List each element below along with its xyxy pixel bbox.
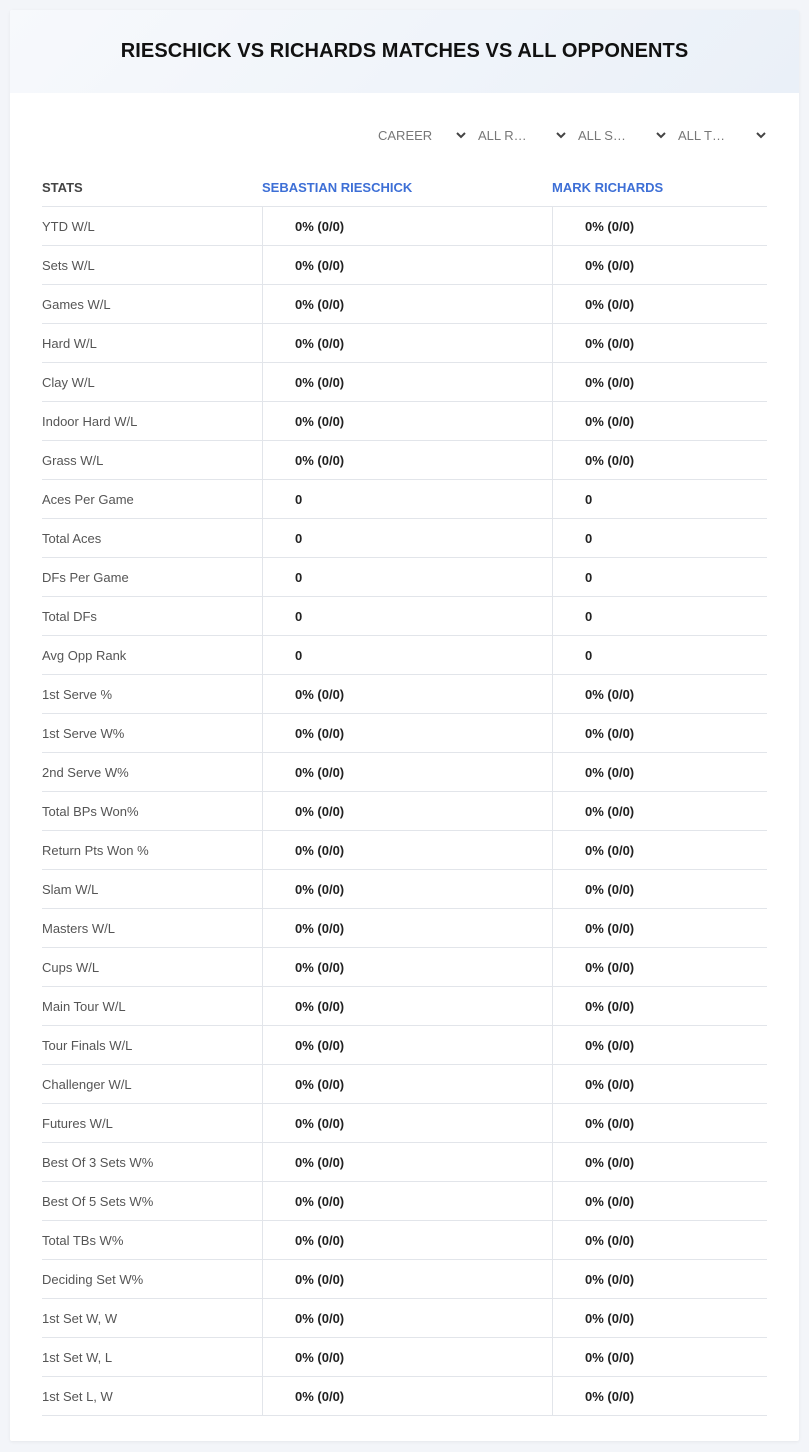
chevron-down-icon <box>456 130 466 140</box>
filter-surface-select[interactable] <box>574 124 666 146</box>
stat-label: Total DFs <box>42 608 97 624</box>
stat-label: Tour Finals W/L <box>42 1037 133 1053</box>
table-row <box>42 1221 767 1260</box>
table-row <box>42 558 767 597</box>
player1-value: 0% (0/0) <box>262 402 552 440</box>
player2-value: 0% (0/0) <box>552 1104 767 1142</box>
player2-value: 0 <box>552 480 767 518</box>
player1-value: 0% (0/0) <box>262 1143 552 1181</box>
player1-value: 0% (0/0) <box>262 1065 552 1103</box>
player1-value: 0% (0/0) <box>262 207 552 245</box>
player1-value: 0% (0/0) <box>262 1221 552 1259</box>
player1-value: 0% (0/0) <box>262 987 552 1025</box>
stat-label: 1st Serve % <box>42 686 113 702</box>
chevron-down-icon <box>756 130 766 140</box>
table-row <box>42 1182 767 1221</box>
player2-value: 0% (0/0) <box>552 1143 767 1181</box>
player1-value: 0% (0/0) <box>262 831 552 869</box>
table-row <box>42 363 767 402</box>
stat-label: Hard W/L <box>42 335 97 351</box>
player2-value: 0% (0/0) <box>552 207 767 245</box>
table-row <box>42 1377 767 1416</box>
stat-label: Futures W/L <box>42 1115 113 1131</box>
table-row <box>42 1260 767 1299</box>
stat-label: Total BPs Won% <box>42 803 139 819</box>
table-row <box>42 480 767 519</box>
player2-value: 0% (0/0) <box>552 831 767 869</box>
filter-label: ALL R… <box>478 127 527 143</box>
table-row <box>42 870 767 909</box>
stat-label: Cups W/L <box>42 959 100 975</box>
player2-value: 0% (0/0) <box>552 285 767 323</box>
player2-value: 0 <box>552 597 767 635</box>
stat-label: Indoor Hard W/L <box>42 413 138 429</box>
table-row <box>42 675 767 714</box>
page-title: RIESCHICK VS RICHARDS MATCHES VS ALL OPPONENTS <box>120 40 689 62</box>
player1-value: 0% (0/0) <box>262 324 552 362</box>
player2-value: 0 <box>552 519 767 557</box>
stat-label: Challenger W/L <box>42 1076 132 1092</box>
player2-value: 0% (0/0) <box>552 246 767 284</box>
player2-value: 0% (0/0) <box>552 675 767 713</box>
player1-value: 0% (0/0) <box>262 909 552 947</box>
player1-value: 0% (0/0) <box>262 1104 552 1142</box>
player2-value: 0% (0/0) <box>552 948 767 986</box>
player1-value: 0% (0/0) <box>262 246 552 284</box>
player2-value: 0% (0/0) <box>552 402 767 440</box>
table-row <box>42 1104 767 1143</box>
table-row <box>42 987 767 1026</box>
player1-value: 0 <box>262 519 552 557</box>
player2-value: 0 <box>552 636 767 674</box>
stats-table <box>42 168 767 1416</box>
stat-label: DFs Per Game <box>42 569 129 585</box>
table-row <box>42 831 767 870</box>
stat-label: Total TBs W% <box>42 1232 124 1248</box>
table-row <box>42 1143 767 1182</box>
player1-value: 0% (0/0) <box>262 714 552 752</box>
stat-label: Deciding Set W% <box>42 1271 144 1287</box>
stat-label: Slam W/L <box>42 881 99 897</box>
header-player2-link[interactable]: MARK RICHARDS <box>552 179 664 195</box>
stat-label: 1st Set W, W <box>42 1310 118 1326</box>
table-row <box>42 207 767 246</box>
player1-value: 0% (0/0) <box>262 441 552 479</box>
stat-label: Sets W/L <box>42 257 95 273</box>
stat-label: Best Of 5 Sets W% <box>42 1193 154 1209</box>
table-row <box>42 636 767 675</box>
table-row <box>42 246 767 285</box>
table-row <box>42 753 767 792</box>
stat-label: 1st Set W, L <box>42 1349 113 1365</box>
player1-value: 0% (0/0) <box>262 948 552 986</box>
stat-label: Avg Opp Rank <box>42 647 127 663</box>
filter-bar <box>374 124 766 146</box>
player1-value: 0% (0/0) <box>262 363 552 401</box>
player2-value: 0% (0/0) <box>552 1221 767 1259</box>
table-row <box>42 714 767 753</box>
table-row <box>42 948 767 987</box>
table-row <box>42 597 767 636</box>
player1-value: 0 <box>262 558 552 596</box>
player1-value: 0% (0/0) <box>262 1338 552 1376</box>
card-header <box>10 10 799 93</box>
stat-label: YTD W/L <box>42 218 95 234</box>
table-row <box>42 1299 767 1338</box>
player2-value: 0% (0/0) <box>552 870 767 908</box>
chevron-down-icon <box>556 130 566 140</box>
stat-label: Games W/L <box>42 296 111 312</box>
player1-value: 0% (0/0) <box>262 870 552 908</box>
player2-value: 0% (0/0) <box>552 1026 767 1064</box>
filter-label: ALL S… <box>578 127 626 143</box>
player1-value: 0% (0/0) <box>262 675 552 713</box>
stat-label: 1st Serve W% <box>42 725 125 741</box>
filter-round-select[interactable] <box>474 124 566 146</box>
filter-label: CAREER <box>378 127 433 143</box>
player2-value: 0 <box>552 558 767 596</box>
stats-card <box>10 10 799 1441</box>
player1-value: 0% (0/0) <box>262 1182 552 1220</box>
table-row <box>42 402 767 441</box>
chevron-down-icon <box>656 130 666 140</box>
table-row <box>42 1338 767 1377</box>
player1-value: 0% (0/0) <box>262 285 552 323</box>
player2-value: 0% (0/0) <box>552 1338 767 1376</box>
player2-value: 0% (0/0) <box>552 1299 767 1337</box>
table-row <box>42 441 767 480</box>
stat-label: 2nd Serve W% <box>42 764 129 780</box>
player2-value: 0% (0/0) <box>552 1182 767 1220</box>
table-row <box>42 285 767 324</box>
player1-value: 0% (0/0) <box>262 1377 552 1415</box>
table-row <box>42 324 767 363</box>
table-row <box>42 909 767 948</box>
stat-label: Return Pts Won % <box>42 842 149 858</box>
player1-value: 0 <box>262 636 552 674</box>
player1-value: 0% (0/0) <box>262 753 552 791</box>
player1-value: 0% (0/0) <box>262 1299 552 1337</box>
player2-value: 0% (0/0) <box>552 1260 767 1298</box>
player1-value: 0% (0/0) <box>262 1260 552 1298</box>
filter-tournament-select[interactable] <box>674 124 766 146</box>
player1-value: 0% (0/0) <box>262 1026 552 1064</box>
player1-value: 0 <box>262 480 552 518</box>
player1-value: 0% (0/0) <box>262 792 552 830</box>
stat-label: 1st Set L, W <box>42 1388 113 1404</box>
player2-value: 0% (0/0) <box>552 714 767 752</box>
table-body <box>42 207 767 1416</box>
player2-value: 0% (0/0) <box>552 909 767 947</box>
table-row <box>42 1026 767 1065</box>
player1-value: 0 <box>262 597 552 635</box>
filter-label: ALL T… <box>678 127 725 143</box>
player2-value: 0% (0/0) <box>552 324 767 362</box>
stat-label: Clay W/L <box>42 374 95 390</box>
header-stats: STATS <box>42 179 83 195</box>
table-row <box>42 519 767 558</box>
stat-label: Grass W/L <box>42 452 104 468</box>
stat-label: Total Aces <box>42 530 102 546</box>
player2-value: 0% (0/0) <box>552 792 767 830</box>
table-row <box>42 1065 767 1104</box>
table-row <box>42 792 767 831</box>
player2-value: 0% (0/0) <box>552 1065 767 1103</box>
stat-label: Best Of 3 Sets W% <box>42 1154 154 1170</box>
player2-value: 0% (0/0) <box>552 987 767 1025</box>
player2-value: 0% (0/0) <box>552 363 767 401</box>
table-header <box>42 168 767 207</box>
player2-value: 0% (0/0) <box>552 1377 767 1415</box>
filter-period-select[interactable] <box>374 124 466 146</box>
header-player1-link[interactable]: SEBASTIAN RIESCHICK <box>262 179 413 195</box>
player2-value: 0% (0/0) <box>552 441 767 479</box>
stat-label: Aces Per Game <box>42 491 134 507</box>
stat-label: Main Tour W/L <box>42 998 126 1014</box>
stat-label: Masters W/L <box>42 920 115 936</box>
player2-value: 0% (0/0) <box>552 753 767 791</box>
